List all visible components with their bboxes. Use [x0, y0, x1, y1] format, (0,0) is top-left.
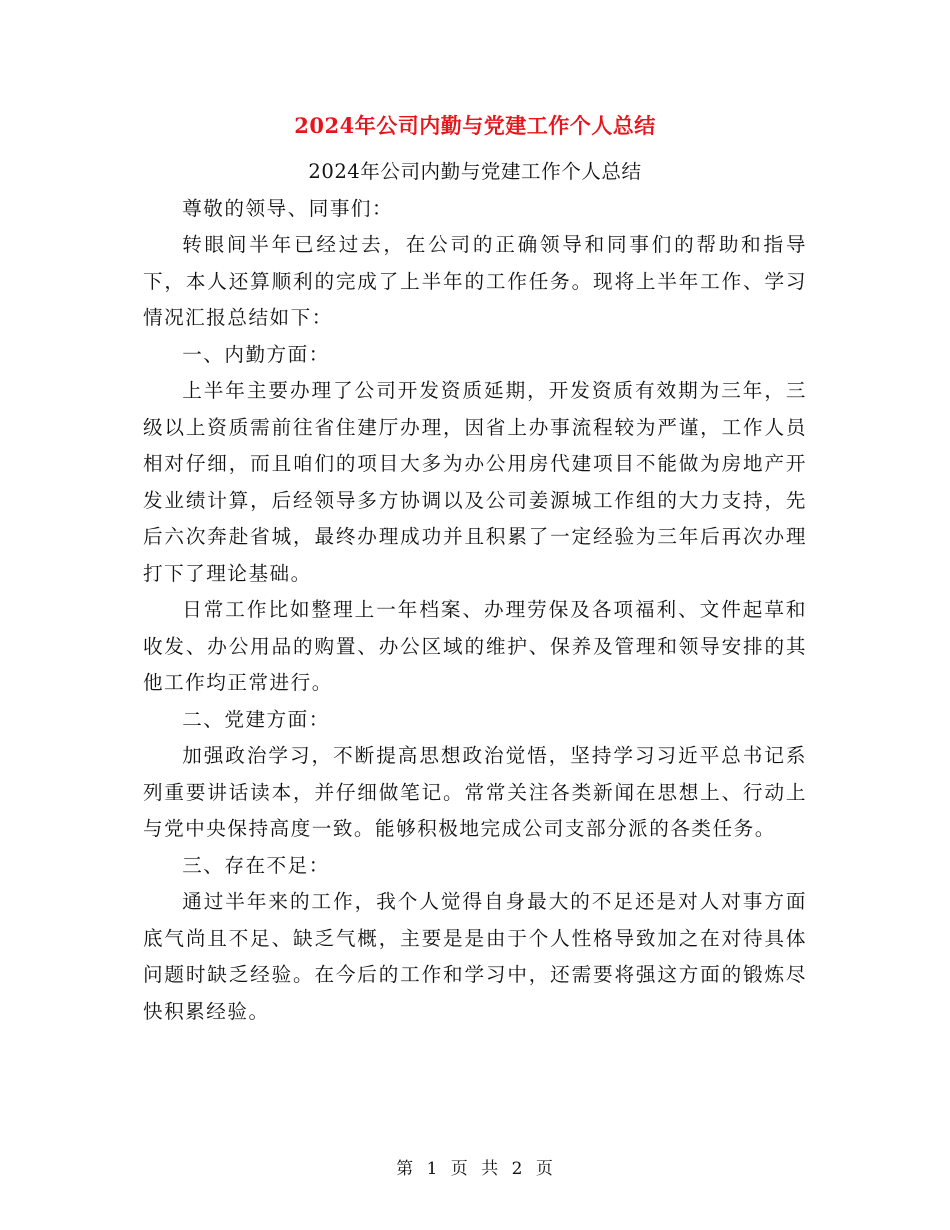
section-heading-party: 二、党建方面： — [182, 707, 330, 731]
document-subtitle: 2024年公司内勤与党建工作个人总结 — [308, 160, 642, 183]
paragraph-shortcomings: 通过半年来的工作，我个人觉得自身最大的不足还是对人对事方面底气尚且不足、缺乏气概，主要是是由于个人性格导致加之在对待具体问题时缺乏经验。在今后的工作和学习中，还需要将强这方面的锻炼尽快积累经验。 — [143, 890, 807, 1023]
page-footer — [0, 1154, 950, 1179]
paragraph-party: 加强政治学习，不断提高思想政治觉悟，坚持学习习近平总书记系列重要讲话读本，并仔细做笔记。常常关注各类新闻在思想上、行动上与党中央保持高度一致。能够积极地完成公司支部分派的各类任务。 — [143, 744, 807, 840]
document-body — [143, 154, 807, 1030]
paragraph-office-daily: 日常工作比如整理上一年档案、办理劳保及各项福利、文件起草和收发、办公用品的购置、办公区域的维护、保养及管理和领导安排的其他工作均正常进行。 — [143, 598, 807, 694]
paragraph-office-qualification: 上半年主要办理了公司开发资质延期，开发资质有效期为三年，三级以上资质需前往省住建厅办理，因省上办事流程较为严谨，工作人员相对仔细，而且咱们的项目大多为办公用房代建项目不能做为房地产开发业绩计算，后经领导多方协调以及公司姜源城工作组的大力支持，先后六次奔赴省城，最终办理成功并且积累了一定经验为三年后再次办理打下了理论基础。 — [143, 379, 807, 585]
footer-page-prefix: 第 — [396, 1159, 415, 1179]
footer-total-unit: 页 — [535, 1159, 554, 1179]
footer-total-label: 共 — [481, 1159, 500, 1179]
paragraph-salutation: 尊敬的领导、同事们： — [182, 196, 394, 220]
document-title: 2024年公司内勤与党建工作个人总结 — [294, 113, 656, 138]
footer-current-page: 1 — [426, 1159, 439, 1179]
section-heading-office: 一、内勤方面： — [182, 342, 330, 366]
footer-page-unit: 页 — [450, 1159, 469, 1179]
paragraph-intro: 转眼间半年已经过去，在公司的正确领导和同事们的帮助和指导下，本人还算顺利的完成了上半年的工作任务。现将上半年工作、学习情况汇报总结如下： — [143, 233, 807, 329]
section-heading-shortcomings: 三、存在不足： — [182, 853, 330, 877]
footer-total-pages: 2 — [511, 1159, 524, 1179]
